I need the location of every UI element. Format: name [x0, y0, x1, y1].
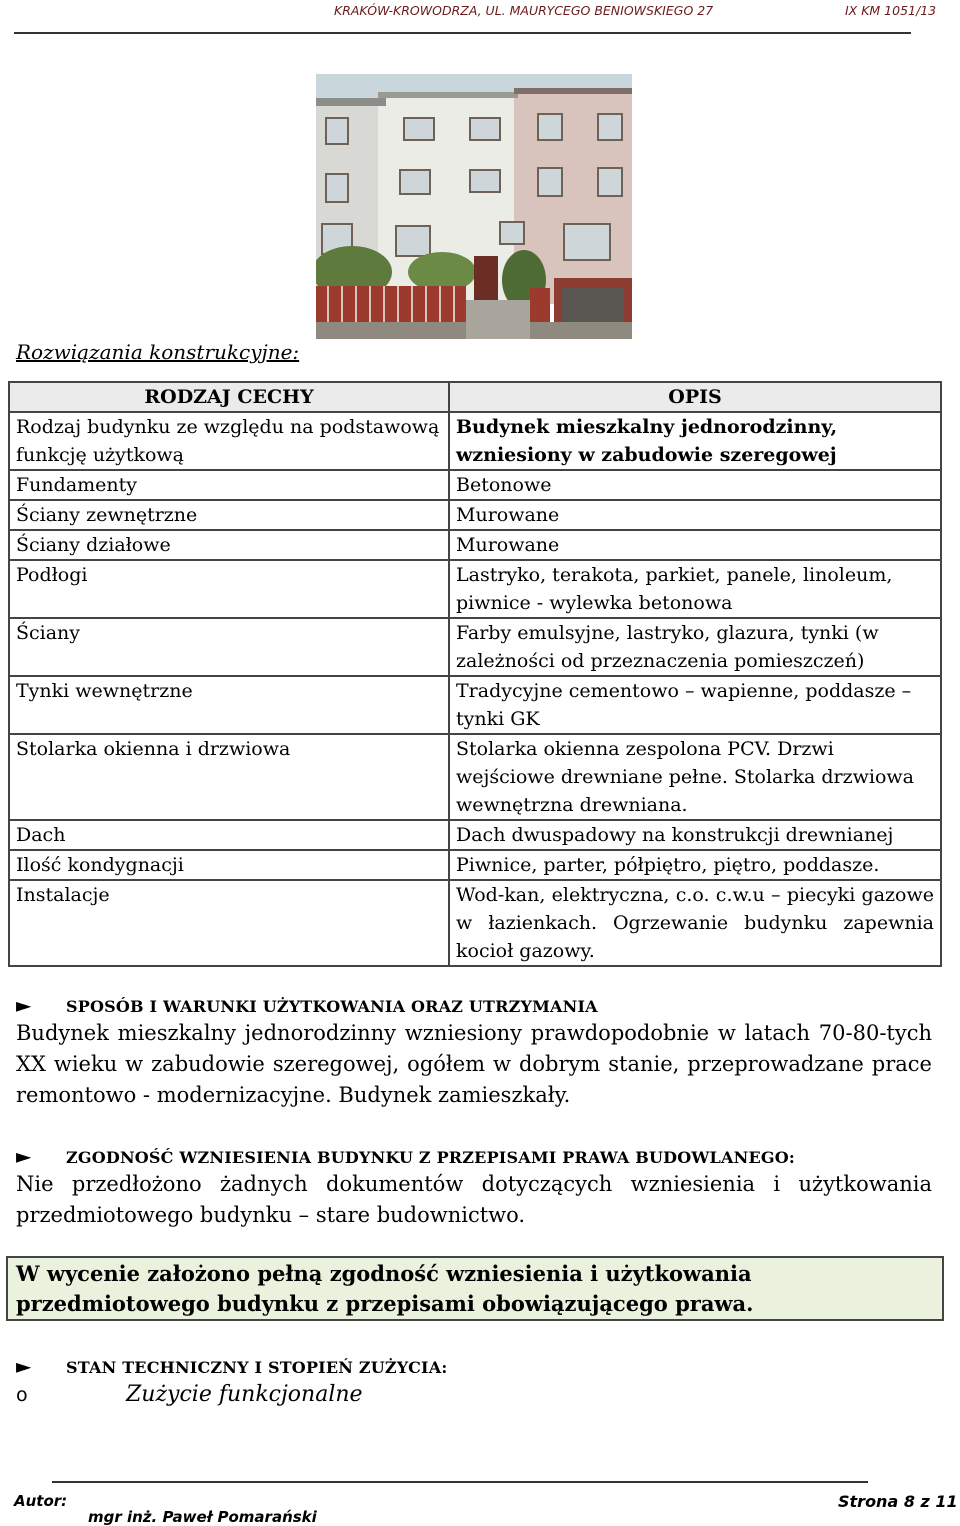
table-row	[9, 500, 941, 530]
header-divider	[14, 32, 911, 34]
arrow-marker-icon: ►	[16, 1354, 32, 1378]
section-title: Rozwiązania konstrukcyjne:	[16, 340, 300, 364]
building-photo	[316, 74, 632, 339]
description-cell: Farby emulsyjne, lastryko, glazura, tynki (w zależności od przeznaczenia pomieszczeń)	[449, 618, 941, 676]
description-cell: Betonowe	[449, 470, 941, 500]
header-address: KRAKÓW-KROWODRZA, UL. MAURYCEGO BENIOWSKIEGO 27	[334, 3, 714, 18]
usage-heading-text: SPOSÓB I WARUNKI UŻYTKOWANIA ORAZ UTRZYMANIA	[66, 997, 598, 1016]
table-row	[9, 676, 941, 734]
table-row	[9, 820, 941, 850]
arrow-marker-icon: ►	[16, 993, 32, 1017]
arrow-marker-icon: ►	[16, 1144, 32, 1168]
column-header-feature: RODZAJ CECHY	[9, 382, 449, 412]
feature-cell: Ilość kondygnacji	[9, 850, 449, 880]
usage-heading	[16, 993, 598, 1017]
description-cell: Stolarka okienna zespolona PCV. Drzwi wejściowe drewniane pełne. Stolarka drzwiowa wewnętrzna drewniana.	[449, 734, 941, 820]
feature-cell: Stolarka okienna i drzwiowa	[9, 734, 449, 820]
description-cell: Tradycyjne cementowo – wapienne, poddasze – tynki GK	[449, 676, 941, 734]
table-row	[9, 850, 941, 880]
footer-author-label: Autor:	[14, 1492, 68, 1510]
table-row	[9, 470, 941, 500]
table-row	[9, 530, 941, 560]
footer-author-name: mgr inż. Paweł Pomarański	[88, 1508, 317, 1526]
feature-cell: Ściany działowe	[9, 530, 449, 560]
table-row	[9, 560, 941, 618]
usage-text: Budynek mieszkalny jednorodzinny wzniesiony prawdopodobnie w latach 70-80-tych XX wieku w zabudowie szeregowej, ogółem w dobrym stanie, przeprowadzane prace remontowo - modernizacyjne. Budynek zamieszkały.	[16, 1021, 932, 1107]
description-cell: Budynek mieszkalny jednorodzinny, wzniesiony w zabudowie szeregowej	[449, 412, 941, 470]
feature-cell: Podłogi	[9, 560, 449, 618]
table-row	[9, 734, 941, 820]
feature-cell: Tynki wewnętrzne	[9, 676, 449, 734]
condition-heading-text: STAN TECHNICZNY I STOPIEŃ ZUŻYCIA:	[66, 1358, 448, 1377]
table-row	[9, 412, 941, 470]
table-row	[9, 618, 941, 676]
compliance-highlight: W wycenie założono pełną zgodność wzniesienia i użytkowania przedmiotowego budynku z przepisami obowiązującego prawa.	[6, 1256, 944, 1321]
compliance-text: Nie przedłożono żadnych dokumentów dotyczących wzniesienia i użytkowania przedmiotowego budynku – stare budownictwo.	[16, 1172, 932, 1227]
description-cell: Wod-kan, elektryczna, c.o. c.w.u – piecyki gazowe w łazienkach. Ogrzewanie budynku zapewnia kocioł gazowy.	[449, 880, 941, 966]
description-cell: Murowane	[449, 500, 941, 530]
circle-bullet-icon: o	[16, 1384, 28, 1406]
description-cell: Dach dwuspadowy na konstrukcji drewnianej	[449, 820, 941, 850]
table-header-row	[9, 382, 941, 412]
column-header-description: OPIS	[449, 382, 941, 412]
construction-table	[8, 381, 942, 967]
description-cell: Lastryko, terakota, parkiet, panele, linoleum, piwnice - wylewka betonowa	[449, 560, 941, 618]
feature-cell: Dach	[9, 820, 449, 850]
compliance-heading	[16, 1144, 795, 1168]
condition-heading	[16, 1354, 447, 1378]
footer-divider	[52, 1481, 868, 1483]
feature-cell: Ściany	[9, 618, 449, 676]
condition-list-item	[16, 1382, 363, 1407]
description-cell: Murowane	[449, 530, 941, 560]
header-reference: IX KM 1051/13	[845, 3, 937, 18]
feature-cell: Instalacje	[9, 880, 449, 966]
condition-item-text: Zużycie funkcjonalne	[126, 1382, 363, 1407]
feature-cell: Rodzaj budynku ze względu na podstawową funkcję użytkową	[9, 412, 449, 470]
table-row	[9, 880, 941, 966]
compliance-heading-text: ZGODNOŚĆ WZNIESIENIA BUDYNKU Z PRZEPISAMI PRAWA BUDOWLANEGO:	[66, 1148, 795, 1167]
description-cell: Piwnice, parter, półpiętro, piętro, poddasze.	[449, 850, 941, 880]
footer-page-number: Strona 8 z 11	[838, 1492, 958, 1511]
feature-cell: Ściany zewnętrzne	[9, 500, 449, 530]
feature-cell: Fundamenty	[9, 470, 449, 500]
